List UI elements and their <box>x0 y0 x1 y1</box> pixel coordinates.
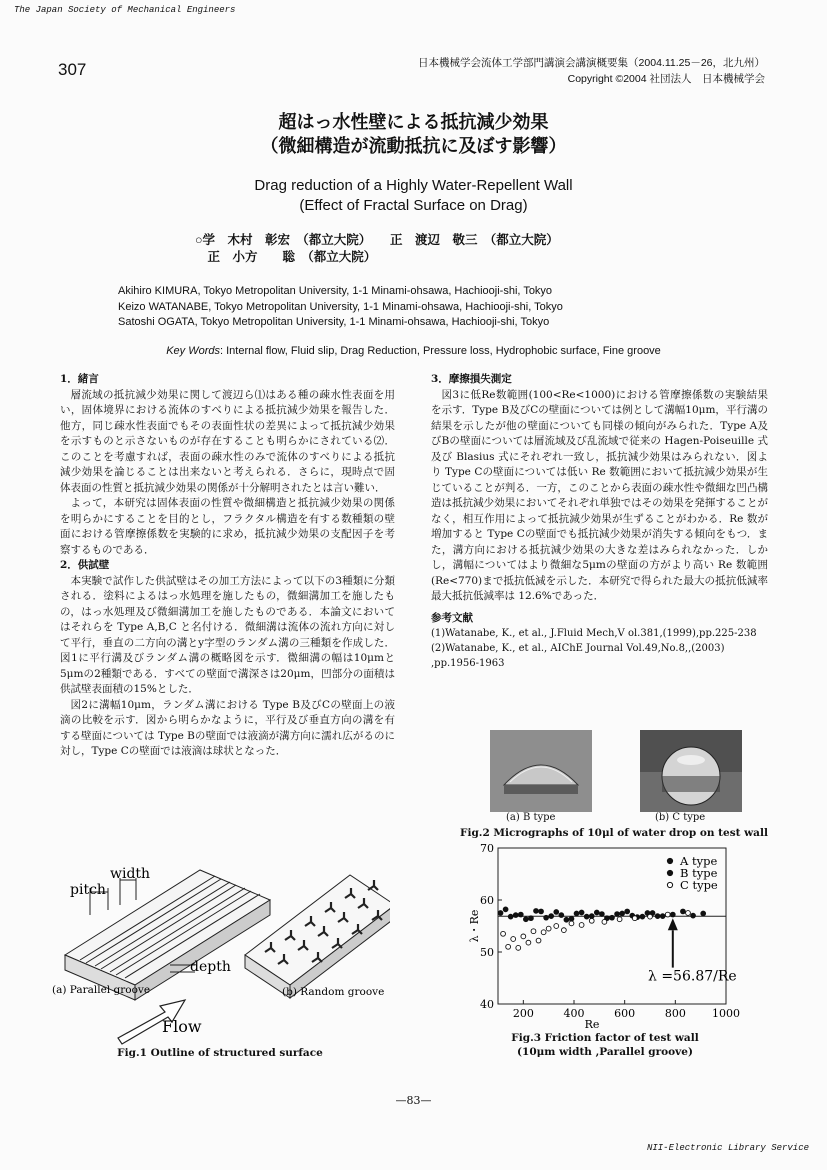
x-tick-label: 400 <box>563 1007 585 1020</box>
data-point <box>513 913 518 918</box>
section-1-paragraph-1: 層流域の抵抗減少効果に関して渡辺ら⑴はある種の疎水性表面を用い，固体境界における流体のすべりによる抵抗減少効果を報告した．他方，同じ疎水性表面でもその表面性状の差異によって抵抗減少効果を示すものと示さないものが存在することも明らかにされている⑵．このことを考慮すれば，表面の疎水性のみで流体のすべりによる抵抗減少効果を論じることは出来ないと考えられる．さらに，現時点で固体表面の性質と抵抗減少効果の関係が十分解明されたとは言い難い． <box>60 388 395 494</box>
pitch-label: pitch <box>70 882 106 898</box>
data-point <box>602 919 607 924</box>
section-3-heading: 3．摩擦損失測定 <box>431 373 512 385</box>
right-column <box>431 372 768 671</box>
random-groove-label: (b) Random groove <box>282 986 385 998</box>
data-point <box>523 917 528 922</box>
data-point <box>574 911 579 916</box>
data-point <box>503 907 508 912</box>
annotation-arrow <box>668 918 678 930</box>
data-point <box>521 934 526 939</box>
data-point <box>686 911 691 916</box>
affiliation-3: Satoshi OGATA, Tokyo Metropolitan University, 1-1 Minami-ohsawa, Hachiooji-shi, Tokyo <box>118 316 550 328</box>
x-tick-label: 1000 <box>712 1007 740 1020</box>
authors-line2: 正 小方 聡 （都立大院） <box>195 250 377 264</box>
fig1-diagram <box>50 860 390 1065</box>
data-point <box>564 917 569 922</box>
affiliations <box>118 284 563 331</box>
fig3-caption: Fig.3 Friction factor of test wall <box>511 1032 699 1044</box>
data-point <box>584 914 589 919</box>
data-point <box>691 913 696 918</box>
x-axis-label: Re <box>584 1018 600 1031</box>
depth-label: depth <box>190 959 231 975</box>
subtitle-ja: （微細構造が流動抵抗に及ぼす影響） <box>260 136 567 156</box>
y-tick-label: 60 <box>480 894 494 907</box>
keywords-label: Key Words <box>166 345 220 357</box>
y-tick-label: 40 <box>480 998 494 1011</box>
reference-2-pages: ,pp.1956-1963 <box>431 658 505 669</box>
y-tick-label: 50 <box>480 946 494 959</box>
data-point <box>526 940 531 945</box>
keywords-text: : Internal flow, Fluid slip, Drag Reduction, Pressure loss, Hydrophobic surface, Fine groove <box>219 345 661 357</box>
legend-marker <box>667 882 672 887</box>
y-tick-label: 70 <box>480 842 494 855</box>
title-ja: 超はっ水性壁による抵抗減少効果 <box>278 112 549 132</box>
data-point <box>554 924 559 929</box>
data-point <box>589 918 594 923</box>
references-list <box>431 626 768 671</box>
data-point <box>549 914 554 919</box>
fig1-caption: Fig.1 Outline of structured surface <box>117 1047 323 1059</box>
section-2-paragraph-2: 図2に溝幅10μm，ランダム溝における Type B及びCの壁面上の液滴の比較を示す．図から明らかなように，平行及び垂直方向の溝を有する壁面については Type Bの壁面では液滴が溝方向に濡れ広がるのに対し，Type Cの壁面では液滴は球状となった． <box>60 698 395 757</box>
section-1-paragraph-2: よって，本研究は固体表面の性質や微細構造と抵抗減少効果の関係を明らかにすることを目的とし，フラクタル構造を有する数種類の壁面における管摩擦係数を実験的に求め，抵抗減少効果の支配因子を考察するものである． <box>60 497 395 556</box>
fig2-micrograph-c-type <box>640 730 742 812</box>
legend-marker <box>667 870 672 875</box>
fig3-caption-sub: (10μm width ,Parallel groove) <box>517 1046 693 1058</box>
header-line2: Copyright ©2004 社団法人 日本機械学会 <box>567 73 765 85</box>
legend-label: B type <box>680 866 718 880</box>
keywords <box>0 345 827 357</box>
data-point <box>541 930 546 935</box>
proceedings-header <box>418 55 765 87</box>
legend-marker <box>667 858 672 863</box>
x-tick-label: 800 <box>664 1007 686 1020</box>
flow-label: Flow <box>162 1017 202 1036</box>
section-1-heading: 1．緒言 <box>60 373 99 385</box>
data-point <box>670 912 675 917</box>
affiliation-2: Keizo WATANABE, Tokyo Metropolitan University, 1-1 Minami-ohsawa, Hachiooji-shi, Tokyo <box>118 300 563 313</box>
data-point <box>655 914 660 919</box>
data-point <box>625 909 630 914</box>
data-point <box>518 912 523 917</box>
title-block <box>0 110 827 216</box>
title-en: Drag reduction of a Highly Water-Repellent Wall <box>254 177 573 194</box>
data-point <box>615 912 620 917</box>
affiliation-1: Akihiro KIMURA, Tokyo Metropolitan University, 1-1 Minami-ohsawa, Hachiooji-shi, Tokyo <box>118 285 553 297</box>
reference-2: (2)Watanabe, K., et al., AIChE Journal Vol.49,No.8,,(2003) <box>431 643 725 654</box>
data-point <box>561 928 566 933</box>
header-line1: 日本機械学会流体工学部門講演会講演概要集（2004.11.25－26，北九州） <box>418 57 765 69</box>
legend-label: C type <box>680 878 718 892</box>
data-point <box>544 915 549 920</box>
data-point <box>529 916 534 921</box>
data-point <box>531 929 536 934</box>
data-point <box>569 921 574 926</box>
data-point <box>665 912 670 917</box>
reference-1: (1)Watanabe, K., et al., J.Fluid Mech,V ol.381,(1999),pp.225-238 <box>431 628 757 639</box>
authors-ja <box>195 232 559 266</box>
data-point <box>536 938 541 943</box>
annotation-label: λ =56.87/Re <box>648 968 737 985</box>
parallel-groove-label: (a) Parallel groove <box>52 984 151 996</box>
width-label: width <box>110 866 151 882</box>
page-number: 307 <box>58 60 87 79</box>
references-heading: 参考文献 <box>431 611 473 624</box>
section-2-heading: 2．供試壁 <box>60 559 110 571</box>
fig2-micrograph-b-type <box>490 730 592 812</box>
banner-bottom: NII-Electronic Library Service <box>646 1143 809 1153</box>
data-point <box>516 945 521 950</box>
data-point <box>508 914 513 919</box>
data-point <box>554 910 559 915</box>
section-3-paragraph-1: 図3に低Re数範囲(100<Re<1000)における管摩擦係数の実験結果を示す．Type B及びCの壁面については例として溝幅10μm，平行溝の結果を示したが他の壁面についても同様の傾向がみられた．Type A及びBの壁面については層流域及び乱流域で従来の Hagen-Poiseuille 式及び Blasius 式にそれぞれ一致し，抵抗減少効果はみられない．図より Type Cの壁面については低い Re 数範囲において抵抗減少効果が生じていることが判る．一方，このことから表面の疎水性や微細な凹凸構造は抵抗減少効果においてそれぞれ単独ではその効果を発揮することがなく，相互作用によって抵抗減少効果が生ずることがわかる．Re 数が増加すると Type Cの壁面でも抵抗減少効果が消失する傾向をもつ．また，溝方向における抵抗減少効果の大きな差はみられなかった．しかし，溝幅についてはより微細な5μmの壁面の方がより高い Re 数範囲(Re<770)まで抵抗低減を示した．本研究で得られた最大の抵抗低減率最大抵抗低減率は 12.6%であった． <box>431 388 768 602</box>
data-point <box>599 912 604 917</box>
data-point <box>589 914 594 919</box>
data-point <box>648 914 653 919</box>
data-point <box>498 911 503 916</box>
data-point <box>539 909 544 914</box>
data-point <box>534 909 539 914</box>
legend-label: A type <box>680 854 718 868</box>
data-point <box>640 914 645 919</box>
data-point <box>506 944 511 949</box>
fig2-label-c-type: (b) C type <box>655 812 706 823</box>
data-point <box>579 923 584 928</box>
authors-line1: ○学 木村 彰宏 （都立大院） 正 渡辺 敬三 （都立大院） <box>195 233 559 247</box>
fig2-caption: Fig.2 Micrographs of 10μl of water drop on test wall <box>460 827 768 839</box>
data-point <box>681 909 686 914</box>
fig3-chart <box>448 838 778 1038</box>
data-point <box>610 915 615 920</box>
data-point <box>579 910 584 915</box>
data-point <box>617 917 622 922</box>
random-groove-sketch <box>245 875 390 998</box>
x-tick-label: 200 <box>512 1007 534 1020</box>
data-point <box>632 916 637 921</box>
footer-page-number: —83— <box>395 1094 432 1107</box>
subtitle-en: (Effect of Fractal Surface on Drag) <box>299 197 528 214</box>
x-tick-label: 600 <box>614 1007 636 1020</box>
data-point <box>501 931 506 936</box>
section-2-paragraph-1: 本実験で試作した供試壁はその加工方法によって以下の3種類に分類される．塗料によるはっ水処理を施したもの，微細溝加工を施したもの，はっ水処理及び微細溝加工を施したものである．本論文においてはそれらを Type A,B,C と名付ける．微細溝は流体の流れ方向に対して平行，垂直の二方向の溝とy字型のランダム溝の三種類を作成した．図1に平行溝及びランダム溝の概略図を示す．微細溝の幅は10μmと5μmの2種類である．すべての壁面で溝深さは20μm，凹部分の面積は供試壁表面積の15%とした． <box>60 574 395 695</box>
data-point <box>660 914 665 919</box>
fig2-label-b-type: (a) B type <box>506 812 556 823</box>
data-point <box>546 926 551 931</box>
data-point <box>701 911 706 916</box>
left-column <box>60 372 395 760</box>
y-axis-label: λ・Re <box>468 909 481 943</box>
data-point <box>511 937 516 942</box>
banner-top: The Japan Society of Mechanical Engineers <box>14 5 236 15</box>
data-point <box>569 916 574 921</box>
data-point <box>559 913 564 918</box>
data-point <box>594 910 599 915</box>
data-point <box>620 911 625 916</box>
